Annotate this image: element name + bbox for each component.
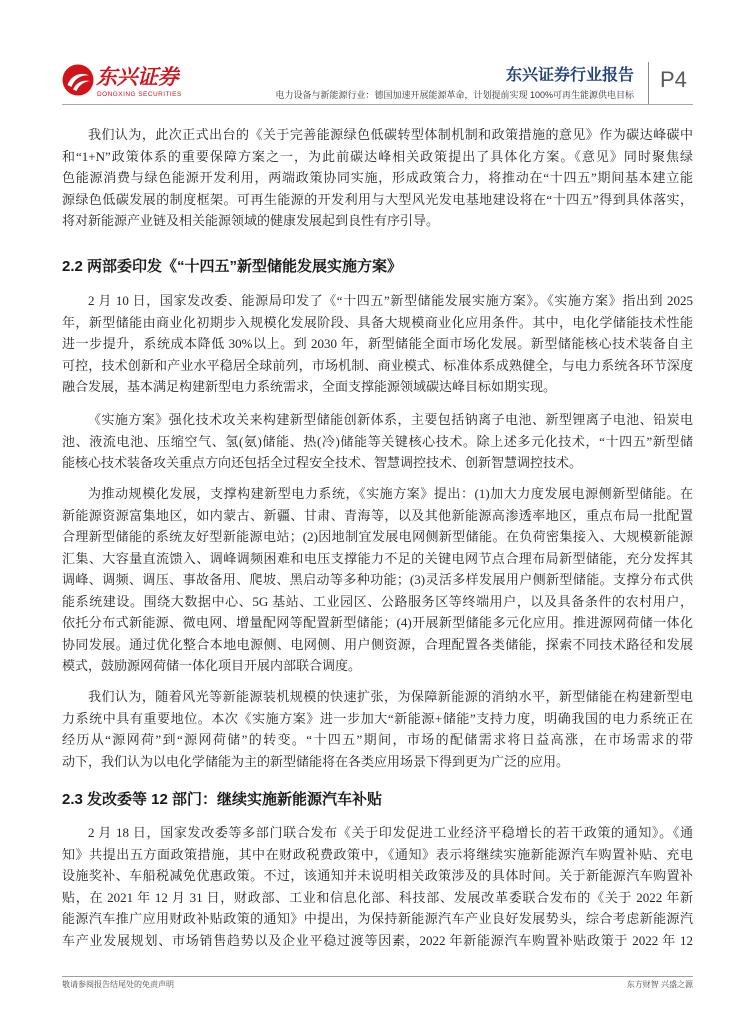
paragraph-line: 池、液流电池、压缩空气、氢(氨)储能、热(冷)储能等关键核心技术。除上述多元化技术，“十四五”新型储 [62, 433, 693, 449]
paragraph-line: 为推动规模化发展，支撑构建新型电力系统，《实施方案》提出：(1)加大力度发展电源侧新型储能。在 [88, 486, 693, 501]
paragraph-line: 将对新能源产业链及相关能源领域的健康发展起到良性有序引导。 [62, 213, 440, 228]
paragraph [62, 290, 693, 398]
paragraph [62, 483, 693, 677]
paragraph-line: 知》共提出五方面政策措施，其中在财政税费政策中，《通知》表示将继续实施新能源汽车购置补贴、充电 [62, 846, 693, 862]
paragraph-line: 车产业发展规划、市场销售趋势以及企业平稳过渡等因素，2022 年新能源汽车购置补贴政策于 2022 年 12 [62, 932, 693, 948]
logo-circle [63, 65, 94, 96]
header-rule [62, 104, 693, 105]
footer-rule [62, 976, 693, 977]
paragraph-line: 和“1+N”政策体系的重要保障方案之一，为此前碳达峰相关政策提出了具体化方案。《意见》同时聚焦绿 [62, 148, 693, 164]
paragraph-line: 动下，我们认为以电化学储能为主的新型储能将在各类应用场景下得到更为广泛的应用。 [62, 753, 570, 769]
section-heading-2-2: 2.2 两部委印发《“十四五”新型储能发展实施方案》 [62, 258, 403, 275]
paragraph-line: 色能源消费与绿色能源开发利用，两端政策协同实施，形成政策合力，将推动在“十四五”期间基本建立能 [62, 170, 693, 185]
paragraph-line: 依托分布式新能源、微电网、增量配网等配置新型储能；(4)开展新型储能多元化应用。推进源网荷储一体化 [62, 615, 693, 630]
page-number: P4 [660, 67, 687, 92]
footer-disclaimer: 敬请参阅报告结尾处的免责声明 [62, 980, 174, 989]
paragraph-line: 源绿色低碳发展的制度框架。可再生能源的开发利用与大型风光发电基地建设将在“十四五”得到具体落实， [62, 191, 693, 207]
paragraph-line: 调峰、调频、调压、事故备用、爬坡、黑启动等多种功能；(3)灵活多样发展用户侧新型储能。支撑分布式供 [62, 572, 693, 587]
paragraph-line: 我们认为，此次正式出台的《关于完善能源绿色低碳转型体制机制和政策措施的意见》作为碳达峰碳中 [88, 127, 693, 142]
paragraph [62, 409, 693, 474]
paragraph-line: 能核心技术装备攻关重点方向还包括全过程安全技术、智慧调控技术、创新智慧调控技术。 [62, 455, 583, 470]
report-type-title: 东兴证券行业报告 [505, 67, 634, 84]
paragraph-line: 合理新型储能的系统友好型新能源电站；(2)因地制宜发展电网侧新型储能。在负荷密集接入、大规模新能源 [62, 529, 693, 544]
paragraph-line: 融合发展，基本满足构建新型电力系统需求，全面支撑能源领域碳达峰目标如期实现。 [62, 379, 557, 394]
report-subtitle: 电力设备与新能源行业：德国加速开展能源革命，计划提前实现 100%可再生能源供电目标 [275, 90, 634, 100]
paragraph-line: 2 月 18 日，国家发改委等多部门联合发布《关于印发促进工业经济平稳增长的若干政策的通知》。《通 [88, 825, 693, 840]
paragraph-line: 可控，技术创新和产业水平稳居全球前列，市场机制、商业模式、标准体系成熟健全，与电力系统各环节深度 [62, 357, 693, 373]
paragraph-line: 协同发展。通过优化整合本地电源侧、电网侧、用户侧资源，合理配置各类储能，探索不同技术路径和发展 [62, 636, 693, 652]
paragraph-line: 贴，在 2021 年 12 月 31 日，财政部、工业和信息化部、科技部、发展改革委联合发布的《关于 2022 年新 [62, 889, 693, 905]
paragraph-line: 设施奖补、车船税减免优惠政策。不过，该通知并未说明相关政策涉及的具体时间。关于新能源汽车购置补 [62, 868, 693, 883]
paragraph-line: 2 月 10 日，国家发改委、能源局印发了《“十四五”新型储能发展实施方案》。《实施方案》指出到 2025 [88, 293, 693, 308]
paragraph [62, 124, 693, 232]
paragraph [62, 822, 693, 951]
footer-slogan: 东方财智 兴盛之源 [626, 980, 693, 989]
paragraph-line: 能系统建设。围绕大数据中心、5G 基站、工业园区、公路服务区等终端用户，以及具备条件的农村用户， [62, 593, 693, 609]
paragraph-line: 进一步提升，系统成本降低 30%以上。到 2030 年，新型储能全面市场化发展。新型储能核心技术装备自主 [62, 336, 693, 351]
paragraph-line: 力系统中具有重要地位。本次《实施方案》进一步加大“新能源+储能”支持力度，明确我国的电力系统正在 [62, 710, 693, 726]
paragraph-line: 新能源资源富集地区，如内蒙古、新疆、甘肃、青海等，以及其他新能源高渗透率地区，重点布局一批配置 [62, 507, 693, 523]
dongxing-logo-icon [62, 64, 94, 96]
paragraph-line: 能源汽车推广应用财政补贴政策的通知》中提出，为保持新能源汽车产业良好发展势头，综合考虑新能源汽 [62, 911, 693, 926]
paragraph-line: 经历从“源网荷”到“源网荷储”的转变。“十四五”期间，市场的配储需求将日益高涨，在市场需求的带 [62, 732, 693, 747]
logo-wordmark: 东兴证券 [96, 66, 178, 89]
header-divider [648, 62, 649, 104]
logo-subtext: DONGXING SECURITIES [97, 91, 182, 98]
paragraph-line: 年，新型储能由商业化初期步入规模化发展阶段、具备大规模商业化应用条件。其中，电化学储能技术性能 [62, 314, 693, 330]
paragraph [62, 686, 693, 772]
report-body [62, 124, 693, 951]
paragraph-line: 汇集、大容量直流馈入、调峰调频困难和电压支撑能力不足的关键电网节点合理布局新型储能，充分发挥其 [62, 550, 693, 566]
section-heading-2-3: 2.3 发改委等 12 部门：继续实施新能源汽车补贴 [62, 791, 383, 808]
paragraph-line: 《实施方案》强化技术攻关来构建新型储能创新体系，主要包括钠离子电池、新型锂离子电池、铅炭电 [88, 412, 693, 427]
paragraph-line: 模式，鼓励源网荷储一体化项目开展内部联合调度。 [62, 658, 362, 673]
paragraph-line: 我们认为，随着风光等新能源装机规模的快速扩张，为保障新能源的消纳水平，新型储能在构建新型电 [88, 689, 693, 704]
